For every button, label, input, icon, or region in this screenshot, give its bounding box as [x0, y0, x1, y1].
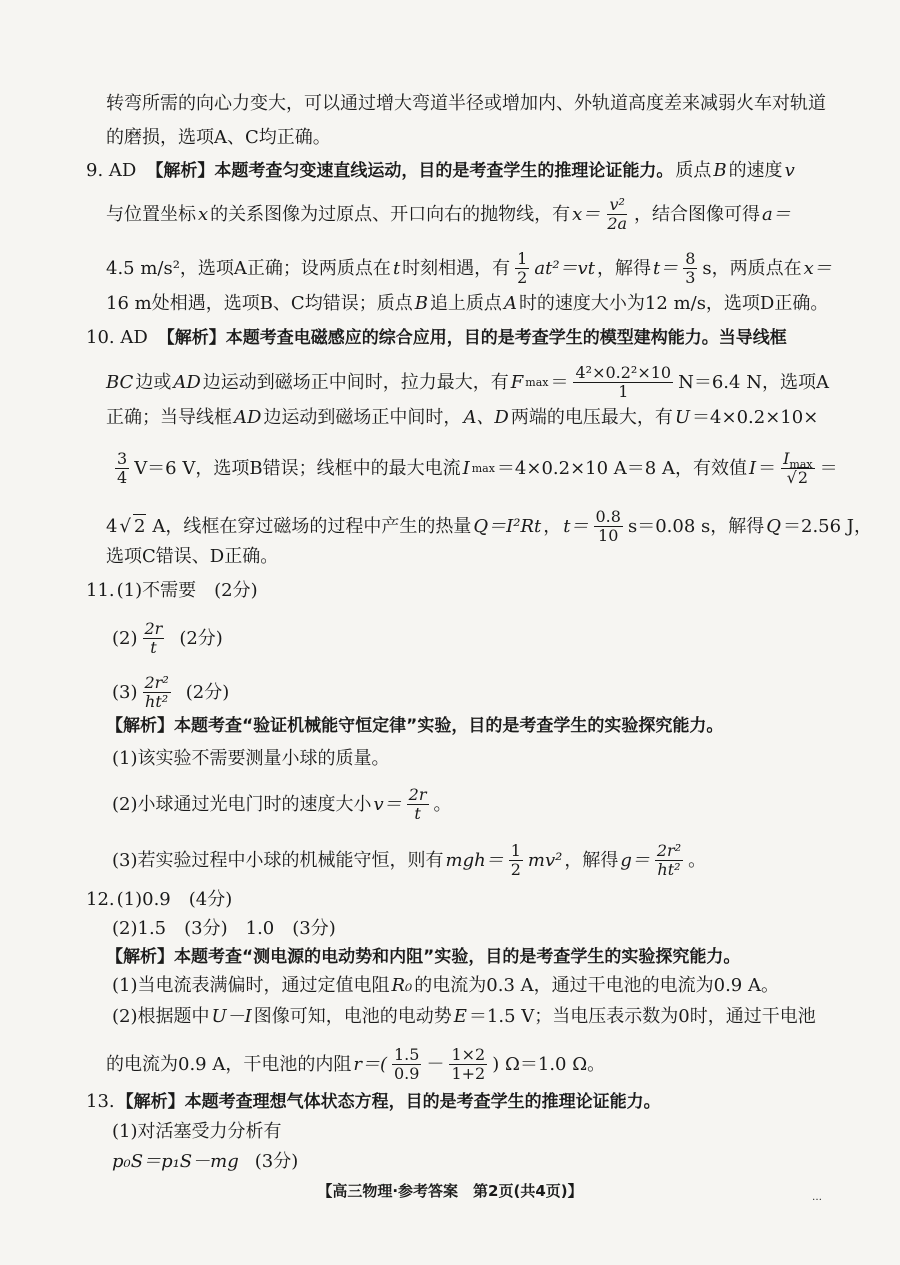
text: t — [392, 257, 401, 279]
q9-line-2 — [106, 196, 791, 233]
text: v＝ — [373, 793, 402, 815]
text: ＝2.56 J， — [783, 515, 873, 537]
q13-line-1 — [86, 1090, 661, 1114]
q11-line-5 — [112, 747, 390, 771]
text: 边运动到磁场正中间时， — [263, 407, 462, 428]
text: (1)当电流表满偏时，通过定值电阻 — [112, 975, 390, 996]
text: U — [674, 407, 691, 428]
fraction: $\frac{3}{4}$ — [117, 449, 128, 487]
q12-line-6 — [106, 1046, 605, 1083]
text: at²＝vt — [534, 257, 595, 279]
text: v — [784, 160, 795, 181]
text: N＝6.4 N，选项A — [678, 371, 829, 393]
text: A、D — [463, 407, 509, 428]
q9-line-4 — [106, 292, 828, 316]
analysis-tag: 【解析】本题考查“测电源的电动势和内阻”实验，目的是考查学生的实验探究能力。 — [106, 947, 741, 967]
text: 的速度 — [728, 160, 783, 181]
text: ) Ω＝1.0 Ω。 — [492, 1053, 606, 1075]
text: (2分) — [179, 627, 223, 649]
text: E — [453, 1006, 467, 1027]
text: ，解得 — [596, 257, 651, 279]
text: (1)对活塞受力分析有 — [112, 1121, 282, 1142]
text-line — [106, 126, 331, 150]
q11-line-3 — [112, 674, 229, 711]
fraction: $\frac{1}{2}$ — [517, 249, 528, 287]
text: (2分) — [185, 681, 230, 703]
text: B — [713, 160, 727, 181]
text: AD — [234, 407, 262, 428]
text: x＝ — [803, 257, 832, 279]
text: － — [426, 1053, 445, 1075]
text: (3分) — [254, 1151, 299, 1172]
text: 两端的电压最大，有 — [510, 407, 673, 428]
text: 的电流为0.3 A，通过干电池的电流为0.9 A。 — [414, 975, 779, 996]
text: t＝ — [563, 515, 589, 537]
text: ＝4×0.2×10× — [692, 407, 819, 428]
text: R₀ — [391, 975, 413, 996]
q11-analysis — [106, 714, 723, 738]
text: (1)0.9 (4分) — [116, 889, 233, 910]
question-number: 11. — [86, 580, 115, 601]
text: F — [510, 371, 524, 393]
q12-analysis — [106, 945, 740, 969]
q11-line-1 — [86, 579, 258, 603]
sqrt-value: 2 — [133, 516, 146, 537]
text: x＝ — [572, 203, 601, 225]
fraction: $\frac{I_{max}}{√2}$ — [783, 449, 813, 487]
question-number: 10. AD — [86, 327, 148, 348]
text: B — [414, 293, 428, 314]
text: 质点 — [675, 160, 712, 181]
q9-line-3 — [106, 250, 832, 287]
text: 转弯所需的向心力变大，可以通过增大弯道半径或增加内、外轨道高度差来减弱火车对轨道 — [106, 93, 826, 114]
q12-line-4 — [112, 974, 779, 998]
text: AD — [173, 371, 201, 393]
text: ＝ — [758, 457, 777, 479]
text: mgh＝ — [445, 849, 504, 871]
fraction: $\frac{\text{v²}}{2a}$ — [607, 195, 628, 233]
text: 4 — [106, 515, 118, 537]
analysis-tag: 【解析】本题考查理想气体状态方程，目的是考查学生的推理论证能力。 — [116, 1092, 661, 1112]
fraction: $\frac{\text{2r²}}{\text{ht²}}$ — [144, 673, 169, 711]
fraction: $\frac{8}{3}$ — [685, 249, 696, 287]
q11-line-7 — [112, 842, 706, 879]
text: 的关系图像为过原点、开口向右的抛物线，有 — [210, 203, 571, 225]
text: s，两质点在 — [702, 257, 802, 279]
q10-line-2: BC 边或 AD 边运动到磁场正中间时，拉力最大，有 F max ＝ $\frac{\text{4²×0.2²×10}}{1}$ N＝6.4 N，选项A — [106, 363, 829, 401]
analysis-tag: 【解析】本题考查“验证机械能守恒定律”实验，目的是考查学生的实验探究能力。 — [106, 716, 724, 736]
text: ＝4×0.2×10 A＝8 A，有效值 — [496, 457, 747, 479]
q10-line-4: $\frac{3}{4}$ V＝6 V，选项B错误；线框中的最大电流 I max ＝4×0.2×10 A＝8 A，有效值 I ＝ $\frac{I_{max}}{√2}$ ＝ — [117, 449, 838, 487]
analysis-tag: 【解析】本题考查匀变速直线运动，目的是考查学生的推理论证能力。 — [146, 161, 674, 181]
equation: p₀S＝p₁S－mg — [112, 1151, 239, 1172]
text: 边或 — [135, 371, 172, 393]
q13-line-3 — [112, 1150, 298, 1174]
text: ＝ — [550, 371, 569, 393]
q11-line-6 — [112, 786, 452, 823]
text: s＝0.08 s，解得 — [627, 515, 765, 537]
text: 正确；当导线框 — [106, 407, 232, 428]
text-line — [106, 92, 826, 116]
text: (3)若实验过程中小球的机械能守恒，则有 — [112, 849, 444, 871]
text: r＝( — [353, 1053, 387, 1075]
q9-line-1 — [86, 159, 795, 183]
fraction: $\frac{2r}{t}$ — [144, 619, 163, 657]
text: U－I — [211, 1006, 252, 1027]
q12-line-1 — [86, 888, 232, 912]
text: 。 — [433, 793, 452, 815]
fraction: $\frac{2r}{t}$ — [408, 785, 427, 823]
corner-mark: … — [812, 1192, 822, 1203]
text: (3) — [112, 681, 138, 703]
fraction: $\frac{1\times 2}{1+2}$ — [451, 1045, 486, 1083]
text: x — [198, 203, 209, 225]
text: ＝1.5 V；当电压表示数为0时，通过干电池 — [468, 1006, 816, 1027]
text: (2)小球通过光电门时的速度大小 — [112, 793, 372, 815]
question-number: 9. AD — [86, 160, 137, 181]
q10-line-3 — [106, 406, 818, 430]
text: 。 — [688, 849, 707, 871]
text: A，线框在穿过磁场的过程中产生的热量 — [152, 515, 472, 537]
q12-line-2 — [112, 917, 336, 941]
text: 4.5 m/s²，选项A正确；设两质点在 — [106, 257, 391, 279]
text: (2) — [112, 627, 138, 649]
text: V＝6 V，选项B错误；线框中的最大电流 — [134, 457, 461, 479]
text: mv² — [527, 849, 563, 871]
text: A — [503, 293, 517, 314]
q12-line-5 — [112, 1005, 816, 1029]
text: 的磨损，选项A、C均正确。 — [106, 127, 331, 148]
text: ，解得 — [564, 849, 619, 871]
text: (1)该实验不需要测量小球的质量。 — [112, 748, 390, 769]
question-number: 13. — [86, 1091, 115, 1112]
q11-line-2 — [112, 620, 223, 657]
text: (2)根据题中 — [112, 1006, 210, 1027]
q10-line-6 — [106, 545, 278, 569]
q13-line-2 — [112, 1120, 282, 1144]
text: (2)1.5 (3分) 1.0 (3分) — [112, 918, 336, 939]
analysis-tag: 【解析】本题考查电磁感应的综合应用，目的是考查学生的模型建构能力。当导线框 — [157, 328, 787, 348]
text: ＝ — [819, 457, 838, 479]
q10-line-1 — [86, 326, 787, 350]
text: I — [462, 457, 470, 479]
text: ，结合图像可得 — [634, 203, 761, 225]
text: BC — [106, 371, 134, 393]
text: I — [748, 457, 757, 479]
page-footer: 【高三物理·参考答案 第2页(共4页)】 — [317, 1182, 583, 1200]
text: 图像可知，电池的电动势 — [253, 1006, 452, 1027]
text: 时的速度大小为12 m/s，选项D正确。 — [518, 293, 829, 314]
text: Q＝I²Rt — [473, 515, 542, 537]
fraction: $\frac{1.5}{0.9}$ — [394, 1045, 420, 1083]
text: 与位置坐标 — [106, 203, 196, 225]
text: t＝ — [652, 257, 679, 279]
fraction: $\frac{1}{2}$ — [510, 841, 521, 879]
q10-line-5: 4 √ 2 A，线框在穿过磁场的过程中产生的热量 Q＝I²Rt ， t＝ $\frac{0.8}{10}$ s＝0.08 s，解得 Q ＝2.56 J， — [106, 507, 873, 545]
fraction: $\frac{\text{2r²}}{\text{ht²}}$ — [656, 841, 682, 879]
fraction: $\frac{0.8}{10}$ — [595, 507, 621, 545]
text: 16 m处相遇，选项B、C均错误；质点 — [106, 293, 413, 314]
text: 追上质点 — [429, 293, 502, 314]
text: 时刻相遇，有 — [402, 257, 511, 279]
fraction: $\frac{\text{4²×0.2²×10}}{1}$ — [575, 363, 672, 401]
text: a＝ — [762, 203, 791, 225]
text: Q — [766, 515, 781, 537]
text: 边运动到磁场正中间时，拉力最大，有 — [202, 371, 509, 393]
question-number: 12. — [86, 889, 115, 910]
text: g＝ — [620, 849, 650, 871]
text: ， — [543, 515, 562, 537]
text: 选项C错误、D正确。 — [106, 546, 279, 567]
text: 的电流为0.9 A，干电池的内阻 — [106, 1053, 352, 1075]
text: (1)不需要 (2分) — [116, 580, 258, 601]
